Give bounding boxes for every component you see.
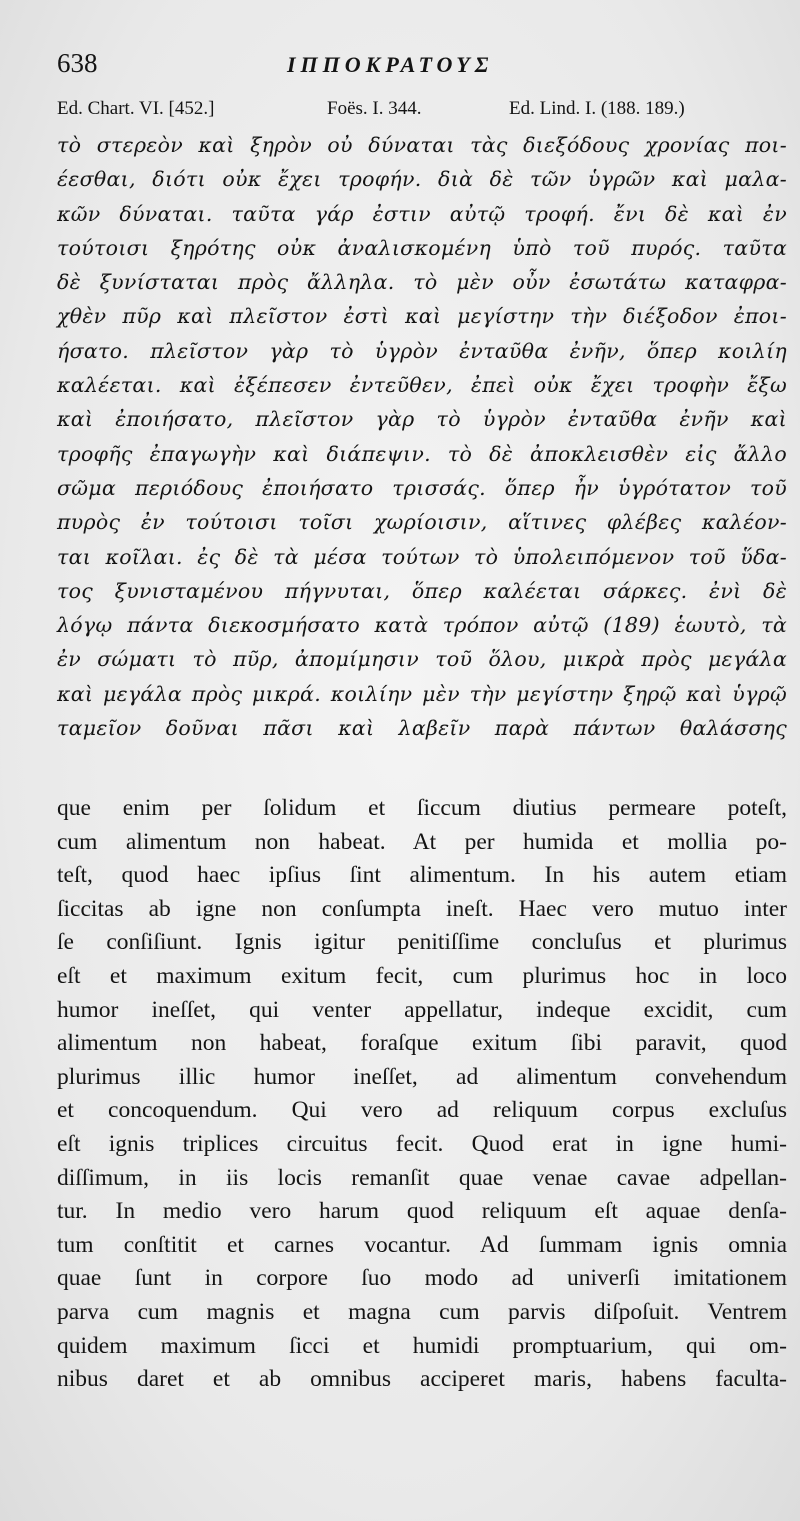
- page-header: [57, 48, 777, 88]
- greek-text-line: σῶμα περιόδους ἐποιήσατο τρισσάς. ὅπερ ἦν ὑγρότατον τοῦ: [57, 475, 787, 500]
- latin-text-block: [57, 792, 787, 1397]
- greek-text-line: κῶν δύναται. ταῦτα γάρ ἐστιν αὐτῷ τροφή. ἔνι δὲ καὶ ἐν: [57, 201, 787, 226]
- latin-text-line: plurimus illic humor ineſſet, ad alimentum convehendum: [57, 1063, 787, 1090]
- greek-text-line: τούτοισι ξηρότης οὐκ ἀναλισκομένη ὑπὸ τοῦ πυρός. ταῦτα: [57, 235, 787, 260]
- greek-text-line: καλέεται. καὶ ἐξέπεσεν ἐντεῦθεν, ἐπεὶ οὐκ ἔχει τροφὴν ἔξω: [57, 373, 787, 398]
- greek-text-line: ἐν σώματι τὸ πῦρ, ἀπομίμησιν τοῦ ὅλου, μικρὰ πρὸς μεγάλα: [57, 647, 787, 672]
- greek-text-line: χθὲν πῦρ καὶ πλεῖστον ἐστὶ καὶ μεγίστην τὴν διέξοδον ἐποι-: [57, 304, 787, 329]
- latin-text-line: teſt, quod haec ipſius ſint alimentum. In his autem etiam: [57, 862, 787, 889]
- latin-text-line: quae ſunt in corpore ſuo modo ad univerſi imitationem: [57, 1265, 787, 1292]
- latin-text-line: humor ineſſet, qui venter appellatur, indeque excidit, cum: [57, 996, 787, 1023]
- latin-text-line: ſiccitas ab igne non conſumpta ineſt. Haec vero mutuo inter: [57, 895, 787, 922]
- greek-text-line: καὶ ἐποιήσατο, πλεῖστον γὰρ τὸ ὑγρὸν ἐνταῦθα ἐνῆν καὶ: [57, 407, 787, 432]
- greek-text-line: έεσθαι, διότι οὐκ ἔχει τροφήν. διὰ δὲ τῶν ὑγρῶν καὶ μαλα-: [57, 167, 787, 192]
- edition-foes: Foës. I. 344.: [327, 98, 422, 119]
- page-number: 638: [57, 48, 98, 78]
- running-title: ΙΠΠΟΚΡΑΤΟΥΣ: [287, 52, 494, 77]
- greek-text-line: καὶ μεγάλα πρὸς μικρά. κοιλίην μὲν τὴν μεγίστην ξηρῷ καὶ ὑγρῷ: [57, 681, 787, 706]
- greek-text-block: [57, 128, 787, 745]
- greek-text-line: τὸ στερεὸν καὶ ξηρὸν οὐ δύναται τὰς διεξόδους χρονίας ποι-: [57, 133, 787, 157]
- edition-lind: Ed. Lind. I. (188. 189.): [509, 98, 685, 119]
- greek-text-line: τος ξυνισταμένου πήγνυται, ὅπερ καλέεται σάρκες. ἐνὶ δὲ: [57, 578, 787, 603]
- latin-text-line: parva cum magnis et magna cum parvis diſpoſuit. Ventrem: [57, 1298, 787, 1325]
- latin-text-line: eſt et maximum exitum fecit, cum plurimus hoc in loco: [57, 962, 787, 989]
- latin-text-line: diſſimum, in iis locis remanſit quae venae cavae adpellan-: [57, 1164, 787, 1191]
- greek-text-line: ται κοῖλαι. ἐς δὲ τὰ μέσα τούτων τὸ ὑπολειπόμενον τοῦ ὕδα-: [57, 544, 787, 569]
- latin-text-line: cum alimentum non habeat. At per humida et mollia po-: [57, 828, 787, 855]
- greek-text-line: λόγῳ πάντα διεκοσμήσατο κατὰ τρόπον αὐτῷ (189) ἑωυτὸ, τὰ: [57, 613, 787, 638]
- latin-text-line: nibus daret et ab omnibus acciperet maris, habens faculta-: [57, 1366, 787, 1393]
- greek-text-line: δὲ ξυνίσταται πρὸς ἄλληλα. τὸ μὲν οὖν ἐσωτάτω καταφρα-: [57, 270, 787, 295]
- latin-text-line: quidem maximum ſicci et humidi promptuarium, qui om-: [57, 1332, 787, 1359]
- greek-text-line: ταμεῖον δοῦναι πᾶσι καὶ λαβεῖν παρὰ πάντων θαλάσσης: [57, 716, 787, 741]
- latin-text-line: tum conſtitit et carnes vocantur. Ad ſummam ignis omnia: [57, 1231, 787, 1258]
- greek-text-line: ήσατο. πλεῖστον γὰρ τὸ ὑγρὸν ἐνταῦθα ἐνῆν, ὅπερ κοιλίη: [57, 338, 787, 363]
- edition-chart: Ed. Chart. VI. [452.]: [57, 98, 215, 119]
- greek-text-line: πυρὸς ἐν τούτοισι τοῖσι χωρίοισιν, αἵτινες φλέβες καλέον-: [57, 510, 787, 535]
- latin-text-line: ſe conſiſiunt. Ignis igitur penitiſſime concluſus et plurimus: [57, 929, 787, 956]
- latin-text-line: alimentum non habeat, foraſque exitum ſibi paravit, quod: [57, 1030, 787, 1057]
- latin-text-line: et concoquendum. Qui vero ad reliquum corpus excluſus: [57, 1097, 787, 1124]
- latin-text-line: tur. In medio vero harum quod reliquum eſt aquae denſa-: [57, 1198, 787, 1225]
- latin-text-line: eſt ignis triplices circuitus fecit. Quod erat in igne humi-: [57, 1130, 787, 1157]
- latin-text-line: que enim per ſolidum et ſiccum diutius permeare poteſt,: [57, 795, 787, 821]
- greek-text-line: τροφῆς ἐπαγωγὴν καὶ διάπεψιν. τὸ δὲ ἀποκλεισθὲν εἰς ἄλλο: [57, 441, 787, 466]
